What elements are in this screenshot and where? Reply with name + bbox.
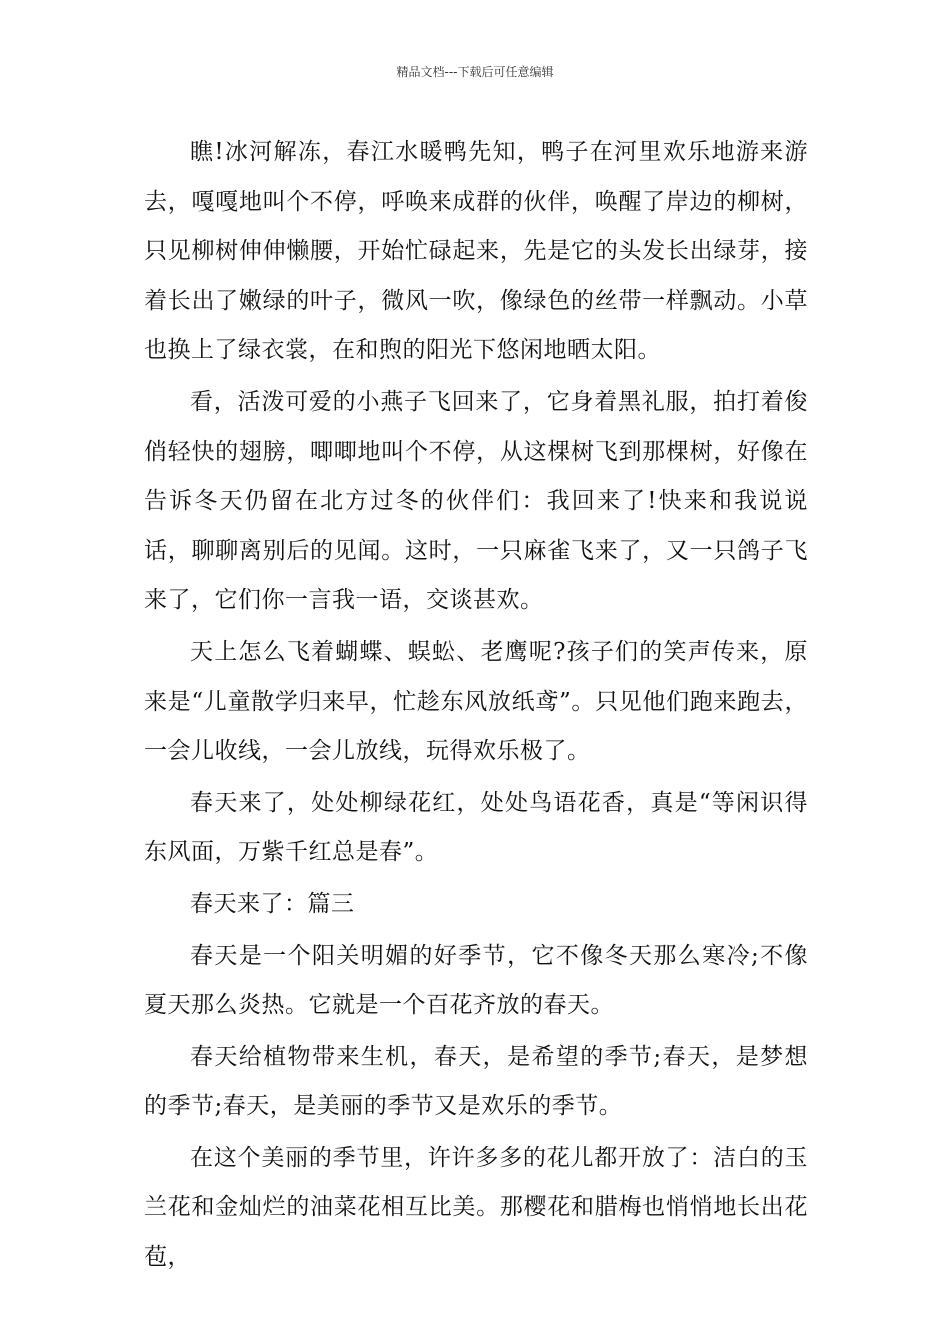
paragraph: 春天是一个阳关明媚的好季节，它不像冬天那么寒冷;不像夏天那么炎热。它就是一个百花齐放的春天。 [144, 942, 808, 1019]
paragraph: 天上怎么飞着蝴蝶、蜈蚣、老鹰呢?孩子们的笑声传来，原来是“儿童散学归来早，忙趁东风放纸鸢”。只见他们跑来跑去，一会儿收线，一会儿放线，玩得欢乐极了。 [144, 638, 808, 765]
paragraph: 看，活泼可爱的小燕子飞回来了，它身着黑礼服，拍打着俊俏轻快的翅膀，唧唧地叫个不停，从这棵树飞到那棵树，好像在告诉冬天仍留在北方过冬的伙伴们：我回来了!快来和我说说话，聊聊离别后的见闻。这时，一只麻雀飞来了，又一只鸽子飞来了，它们你一言我一语，交谈甚欢。 [144, 388, 808, 614]
paragraph: 春天给植物带来生机，春天，是希望的季节;春天，是梦想的季节;春天，是美丽的季节又是欢乐的季节。 [144, 1043, 808, 1120]
paragraph: 在这个美丽的季节里，许许多多的花儿都开放了：洁白的玉兰花和金灿烂的油菜花相互比美。那樱花和腊梅也悄悄地长出花苞， [144, 1144, 808, 1271]
document-body [144, 128, 808, 1285]
paragraph: 瞧!冰河解冻，春江水暖鸭先知，鸭子在河里欢乐地游来游去，嘎嘎地叫个不停，呼唤来成群的伙伴，唤醒了岸边的柳树，只见柳树伸伸懒腰，开始忙碌起来，先是它的头发长出绿芽，接着长出了嫩绿的叶子，微风一吹，像绿色的丝带一样飘动。小草也换上了绿衣裳，在和煦的阳光下悠闲地晒太阳。 [144, 139, 808, 364]
paragraph: 春天来了，处处柳绿花红，处处鸟语花香，真是“等闲识得东风面，万紫千红总是春”。 [144, 789, 808, 866]
page-header: 精品文档---下载后可任意编辑 [396, 65, 554, 79]
section-heading: 春天来了：篇三 [190, 890, 355, 917]
